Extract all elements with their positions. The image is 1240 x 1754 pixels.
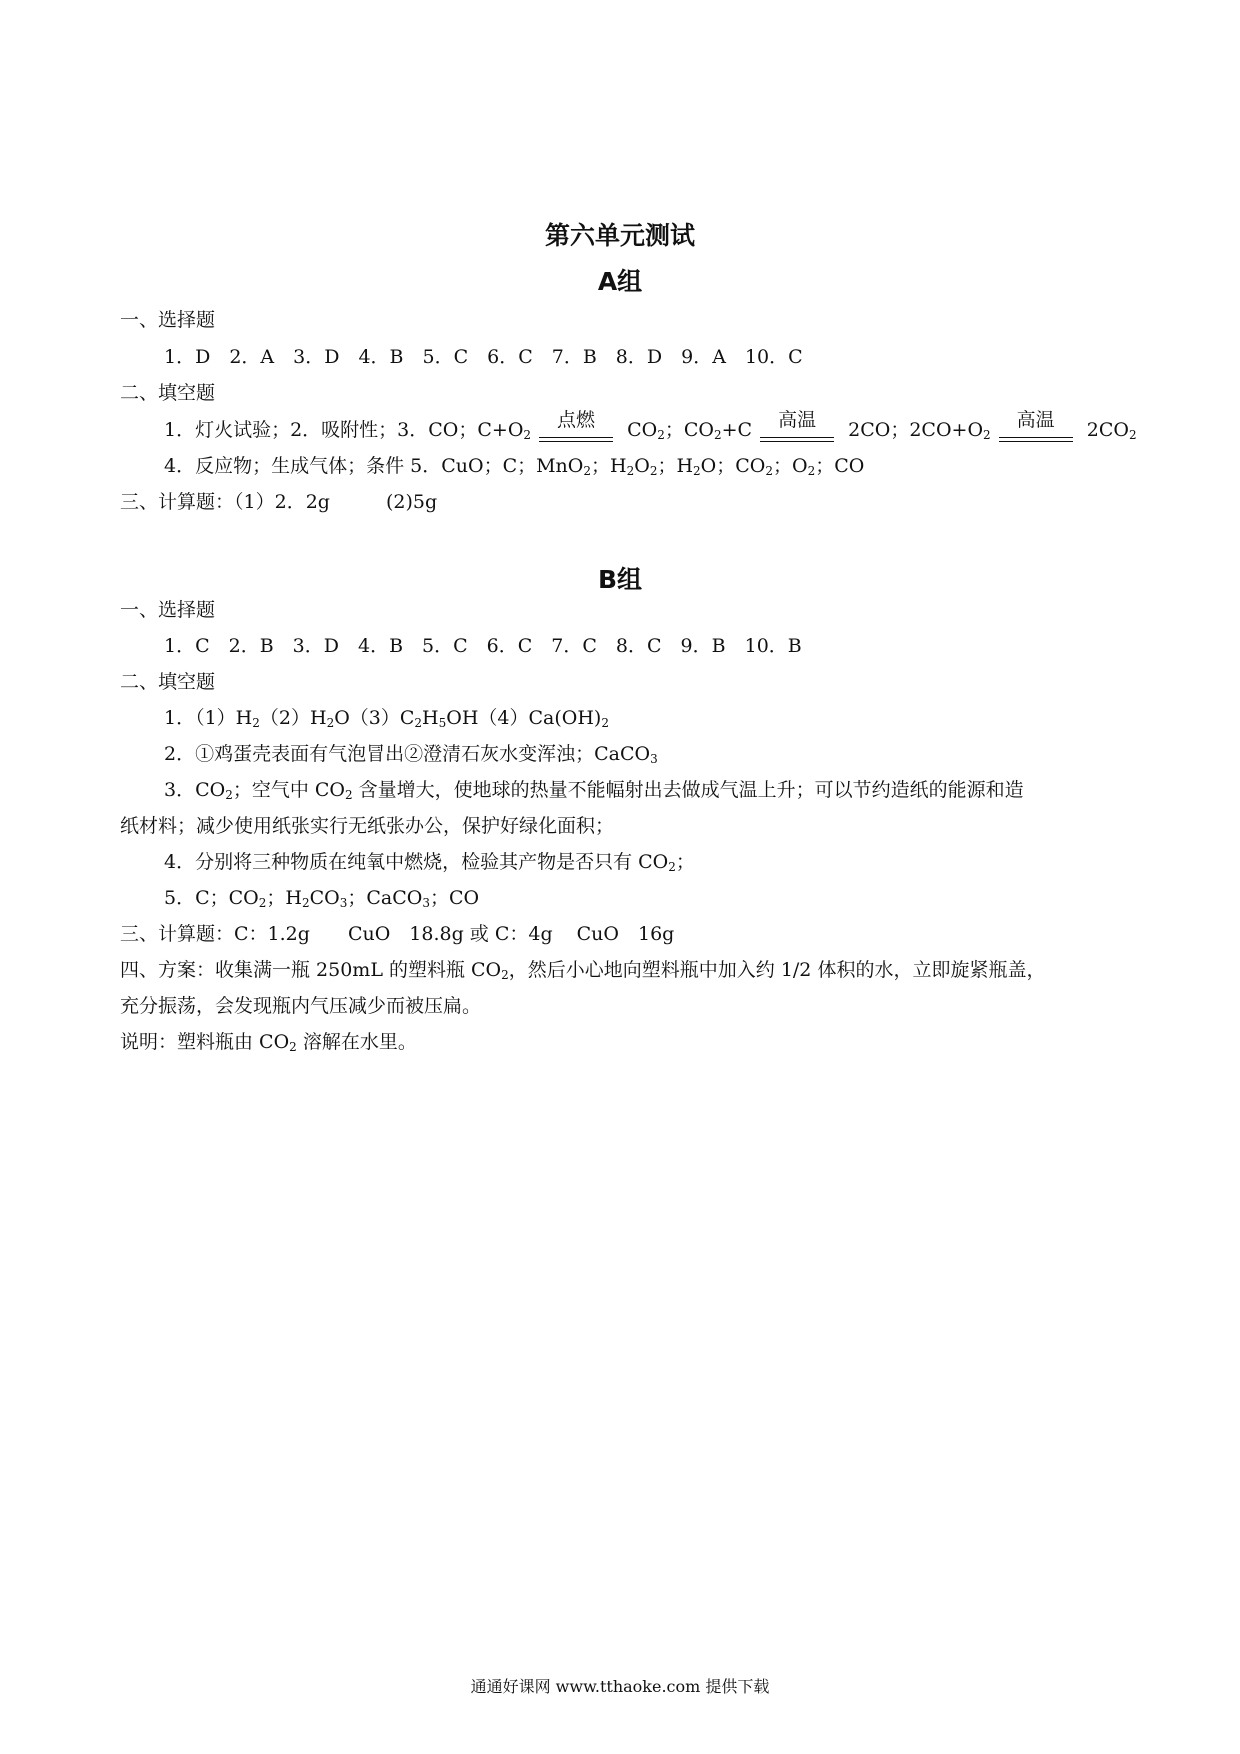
reaction-condition: 高温 <box>999 418 1073 442</box>
group-a-heading: A组 <box>597 267 643 296</box>
group-b-fill-line-3-continued: 纸材料；减少使用纸张实行无纸张办公，保护好绿化面积； <box>120 815 615 837</box>
reaction-condition: 高温 <box>760 418 834 442</box>
reaction-condition: 点燃 <box>539 418 613 442</box>
group-b-calculation: 三、计算题：C：1.2g CuO 18.8g 或 C：4g CuO 16g <box>120 923 675 945</box>
group-b-fill-line-5: 5．C；$CO_2$；$H_2CO_3$；CaCO$_3$；CO <box>164 887 480 910</box>
group-b-choice-answers: 1．C 2．B 3．D 4．B 5．C 6．C 7．C 8．C 9．B 10．B <box>164 635 802 657</box>
group-b-section-1-label: 一、选择题 <box>120 599 216 621</box>
group-a-fill-line-1: 1．灯火试验；2．吸附性；3．CO；$C+O_2$ 点燃 $CO_2$；$CO_2+C$ 高温 2CO；$2CO+O_2$ 高温 $2CO_2$ <box>164 409 1137 442</box>
group-a-fill-line-2: 4．反应物；生成气体；条件 5．CuO；C；MnO$_2$；$H_2O_2$；$H_2O$；$CO_2$；$O_2$；CO <box>164 455 865 478</box>
group-b-fill-line-3: 3．$CO_2$；空气中 $CO_2$ 含量增大，使地球的热量不能幅射出去做成气温上升；可以节约造纸的能源和造 <box>164 779 1024 802</box>
group-b-plan-continued: 充分振荡，会发现瓶内气压减少而被压扁。 <box>120 995 482 1017</box>
group-a-section-1-label: 一、选择题 <box>120 309 216 331</box>
page-footer: 通通好课网 www.tthaoke.com 提供下载 <box>470 1677 770 1696</box>
group-b-fill-line-1: 1．$(1)H_2(2)H_2O(3)C_2H_5OH(4)Ca(OH)_2$ <box>164 707 609 730</box>
group-b-fill-line-4: 4．分别将三种物质在纯氧中燃烧，检验其产物是否只有 $CO_2$； <box>164 851 695 874</box>
group-b-plan: 四、方案：收集满一瓶 250mL 的塑料瓶 $CO_2$，然后小心地向塑料瓶中加入约 1/2 体积的水，立即旋紧瓶盖， <box>120 959 1046 982</box>
group-b-note: 说明：塑料瓶由 $CO_2$ 溶解在水里。 <box>120 1031 417 1054</box>
group-b-fill-line-2: 2．①鸡蛋壳表面有气泡冒出②澄清石灰水变浑浊；CaCO$_3$ <box>164 743 658 766</box>
page-title: 第六单元测试 <box>544 221 695 250</box>
group-a-calculation: 三、计算题：（1）2．2g (2)5g <box>120 491 438 513</box>
group-a-section-2-label: 二、填空题 <box>120 382 216 404</box>
group-b-section-2-label: 二、填空题 <box>120 671 216 693</box>
group-a-choice-answers: 1．D 2．A 3．D 4．B 5．C 6．C 7．B 8．D 9．A 10．C <box>164 346 803 368</box>
group-b-heading: B组 <box>597 565 643 594</box>
